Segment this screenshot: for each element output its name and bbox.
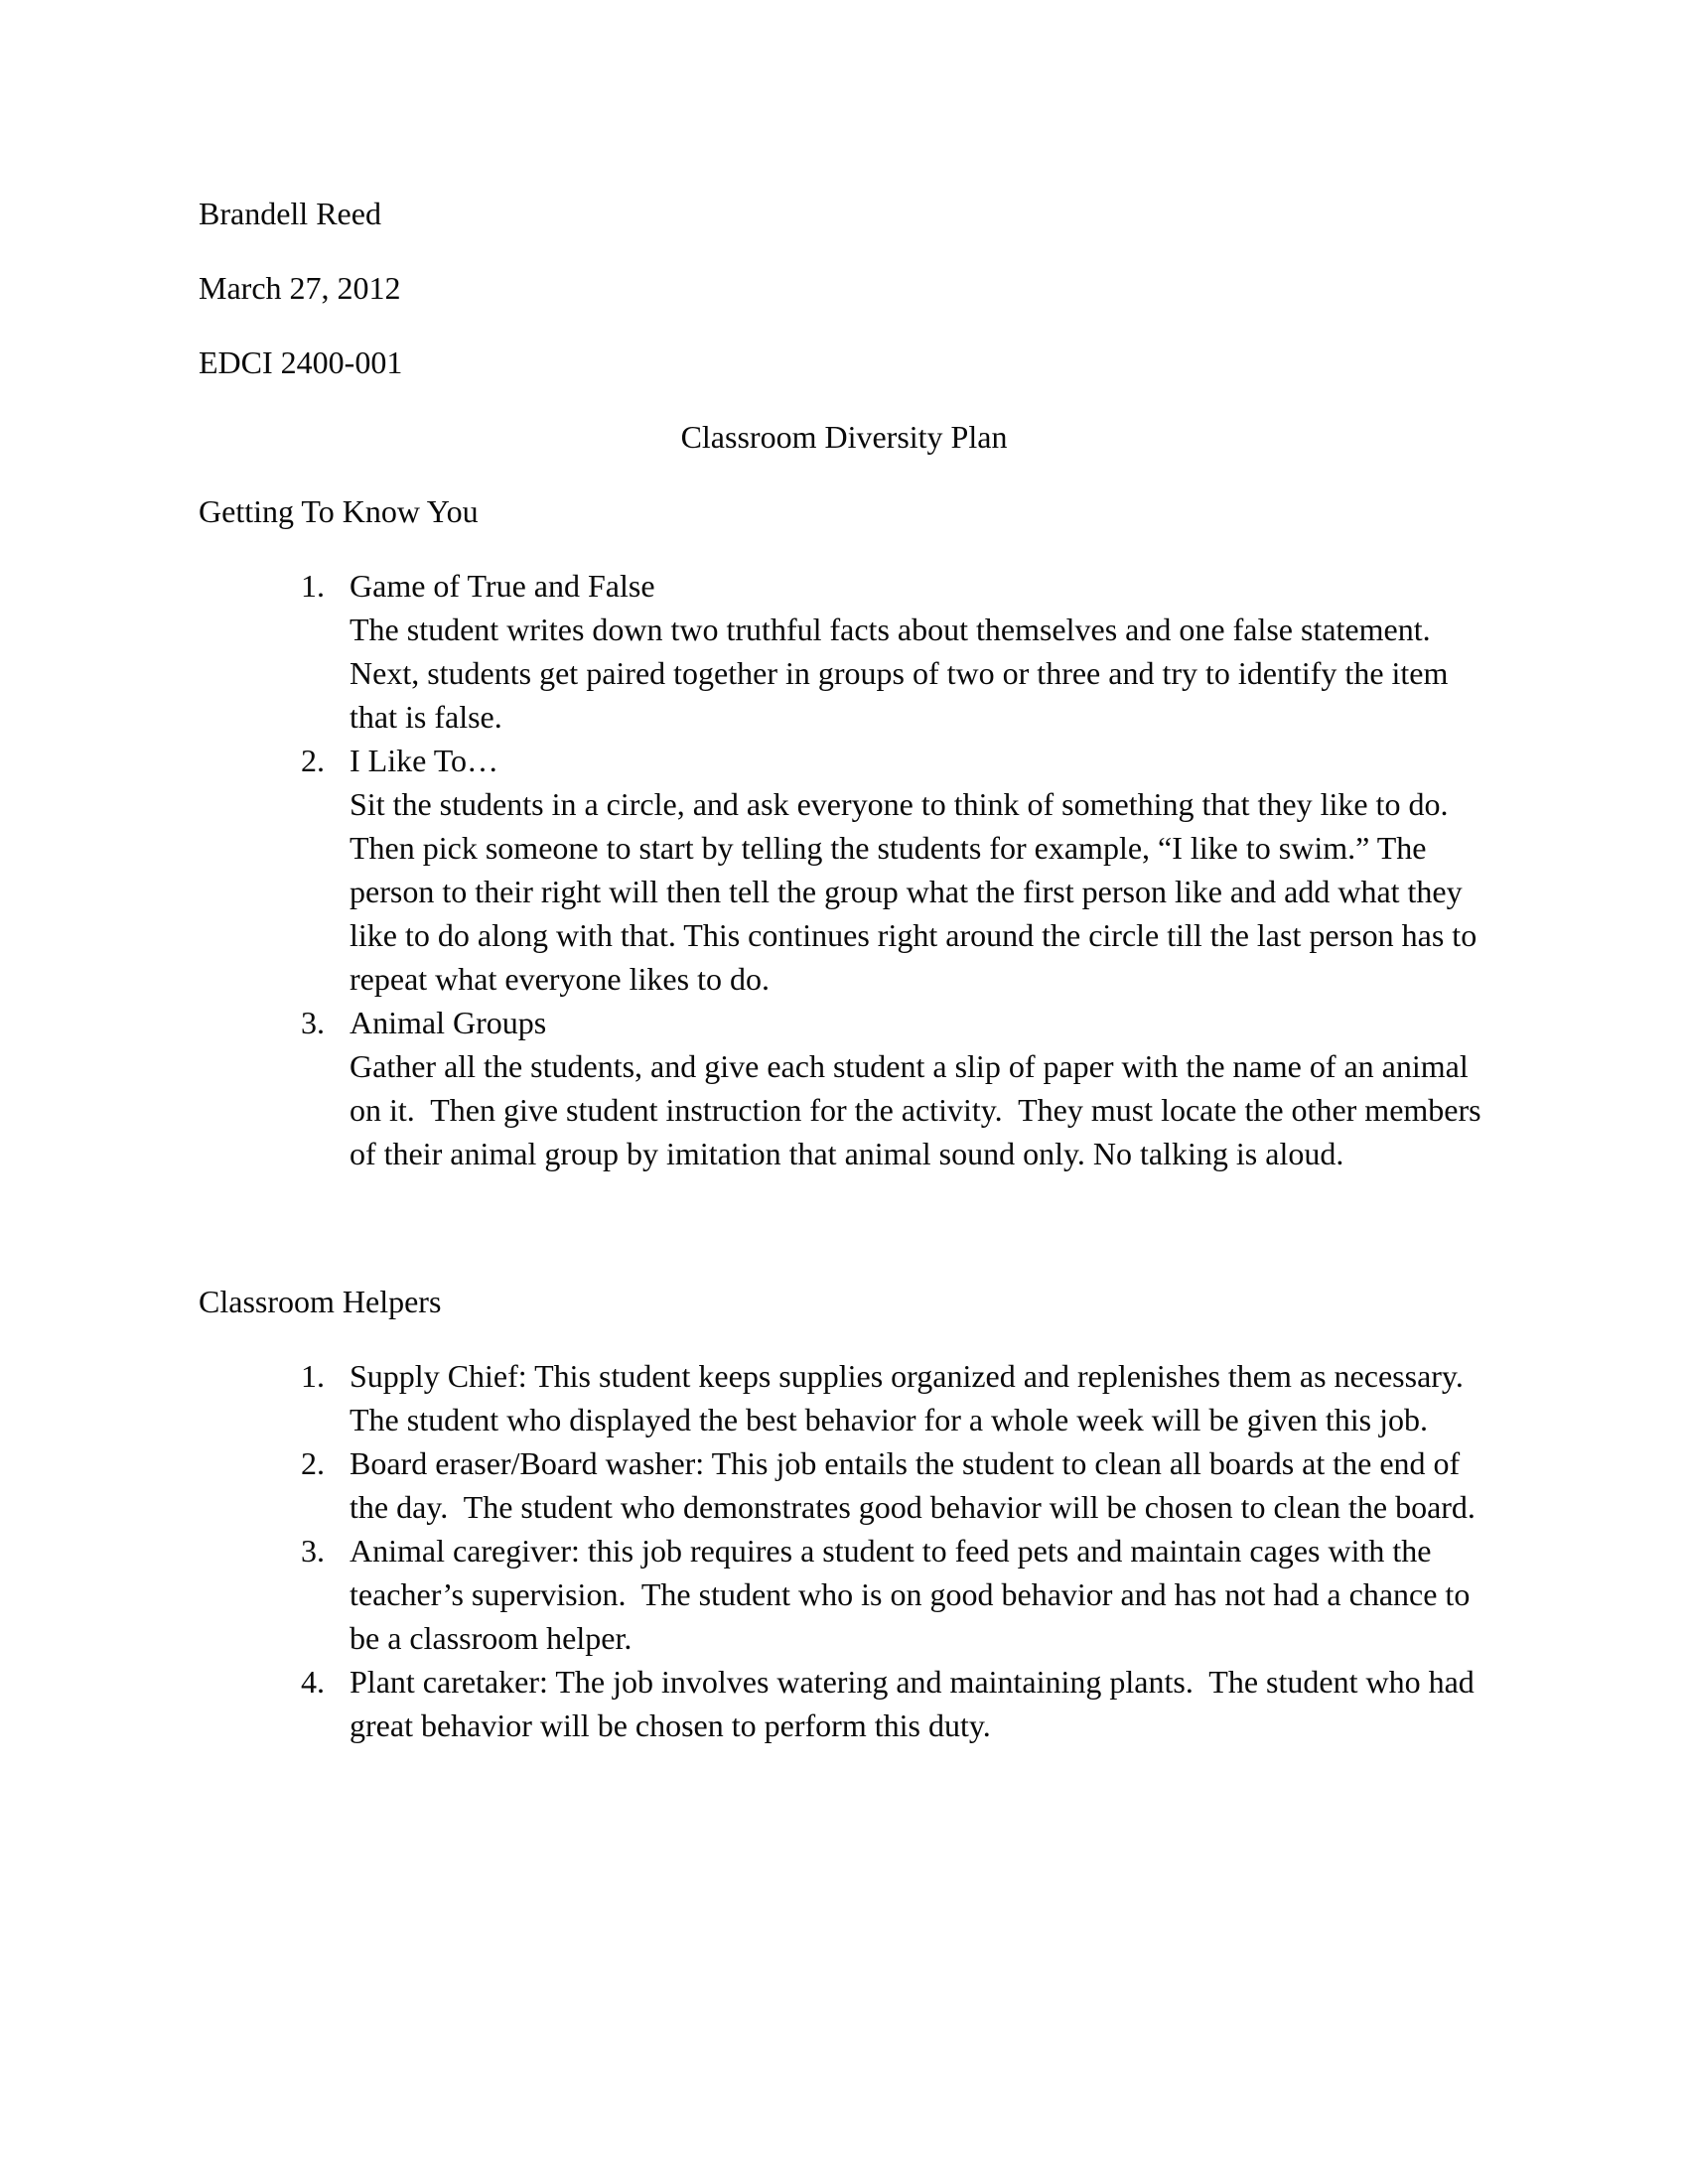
activity-title: Game of True and False	[350, 568, 655, 604]
classroom-helpers-list	[199, 1354, 1489, 1747]
document-title: Classroom Diversity Plan	[680, 419, 1008, 455]
section-heading-classroom-helpers: Classroom Helpers	[199, 1284, 442, 1319]
activity-description: Gather all the students, and give each student a slip of paper with the name of an animal on it. Then give student instruction for the activity. They must locate the other members of their animal group by imitation that animal sound only. No talking is aloud.	[350, 1048, 1489, 1171]
section-heading-getting-to-know-you: Getting To Know You	[199, 493, 479, 529]
getting-to-know-you-list	[199, 564, 1489, 1175]
course-line: EDCI 2400-001	[199, 344, 403, 380]
list-item-game-of-true-and-false	[199, 564, 1489, 739]
list-item-supply-chief	[199, 1354, 1489, 1441]
list-item-animal-caregiver	[199, 1529, 1489, 1660]
list-item-board-eraser	[199, 1441, 1489, 1529]
list-item-plant-caretaker	[199, 1660, 1489, 1747]
author-line: Brandell Reed	[199, 196, 381, 231]
activity-description: The student writes down two truthful facts about themselves and one false statement. Next, students get paired together in groups of two or three and try to identify the item that is false.	[350, 612, 1457, 735]
list-item-i-like-to	[199, 739, 1489, 1001]
date-line: March 27, 2012	[199, 270, 401, 306]
activity-description: Sit the students in a circle, and ask everyone to think of something that they like to do. Then pick someone to start by telling the students for example, “I like to swim.” The person to their right will then tell the group what the first person like and add what they like to do along with that. This continues right around the circle till the last person has to repeat what everyone likes to do.	[350, 786, 1485, 997]
helper-description: Plant caretaker: The job involves watering and maintaining plants. The student who had great behavior will be chosen to perform this duty.	[350, 1664, 1482, 1743]
helper-description: Supply Chief: This student keeps supplies organized and replenishes them as necessary. The student who displayed the best behavior for a whole week will be given this job.	[350, 1358, 1472, 1437]
list-item-animal-groups	[199, 1001, 1489, 1175]
helper-description: Animal caregiver: this job requires a student to feed pets and maintain cages with the teacher’s supervision. The student who is on good behavior and has not had a chance to be a classroom helper.	[350, 1533, 1478, 1656]
activity-title: Animal Groups	[350, 1005, 547, 1040]
helper-description: Board eraser/Board washer: This job entails the student to clean all boards at the end of the day. The student who demonstrates good behavior will be chosen to clean the board.	[350, 1445, 1476, 1525]
activity-title: I Like To…	[350, 743, 499, 778]
